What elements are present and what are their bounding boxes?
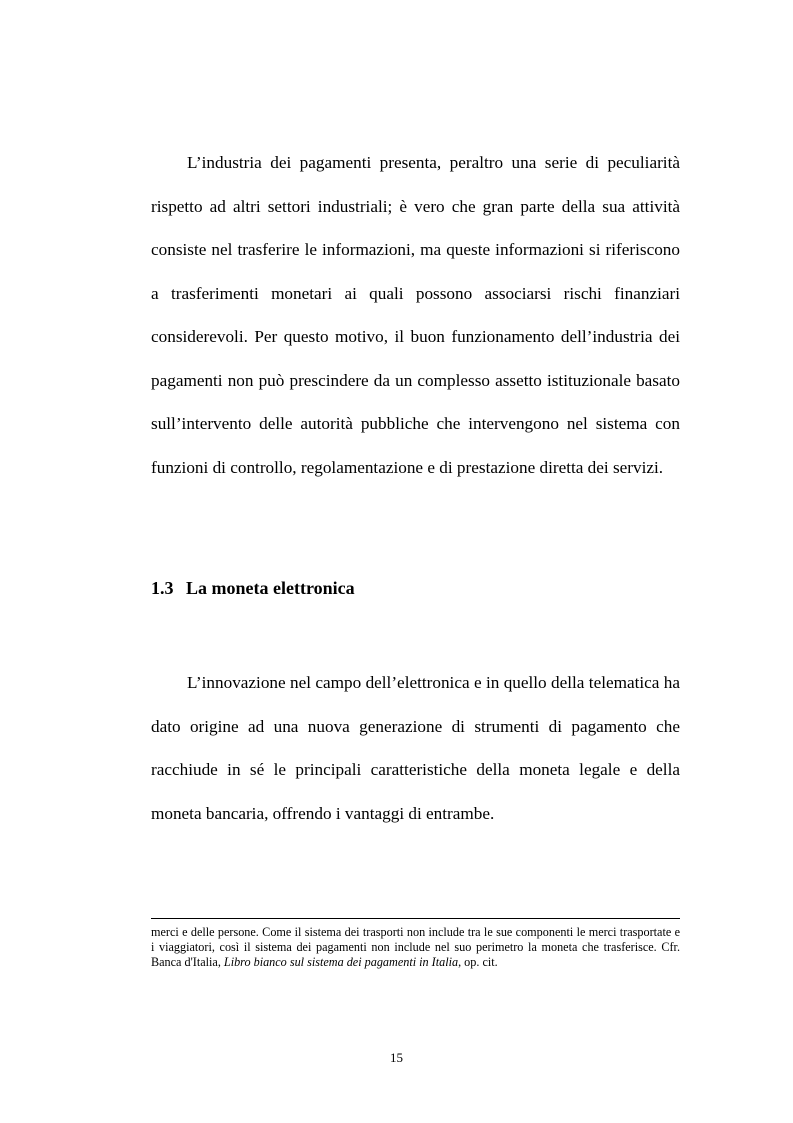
body-paragraph-1: L’industria dei pagamenti presenta, peraltro una serie di peculiarità rispetto ad altri settori industriali; è vero che gran parte della sua attività consiste nel trasferire le informazioni, ma queste informazioni si riferiscono a trasferimenti monetari ai quali possono associarsi rischi finanziari considerevoli. Per questo motivo, il buon funzionamento dell’industria dei pagamenti non può prescindere da un complesso assetto istituzionale basato sull’intervento delle autorità pubbliche che intervengono nel sistema con funzioni di controllo, regolamentazione e di prestazione diretta dei servizi.	[151, 153, 680, 477]
section-title: La moneta elettronica	[186, 578, 355, 598]
page-number: 15	[390, 1050, 403, 1065]
footnote-italic-title: Libro bianco sul sistema dei pagamenti in Italia	[223, 955, 459, 969]
footnote-text-after: , op. cit.	[458, 955, 498, 969]
body-paragraph-2: L’innovazione nel campo dell’elettronica e in quello della telematica ha dato origine ad una nuova generazione di strumenti di pagamento che racchiude in sé le principali caratteristiche della moneta legale e della moneta bancaria, offrendo i vantaggi di entrambe.	[151, 673, 680, 823]
footnote-divider	[151, 918, 680, 919]
footnote	[151, 925, 680, 970]
section-number: 1.3	[151, 578, 174, 598]
section-heading	[151, 578, 355, 599]
footnote-text-before: merci e delle persone. Come il sistema dei trasporti non include tra le sue componenti le merci trasportate e i viaggiatori, così il sistema dei pagamenti non include nel suo perimetro la moneta che trasferisce. Cfr. Banca d'Italia,	[151, 925, 680, 969]
